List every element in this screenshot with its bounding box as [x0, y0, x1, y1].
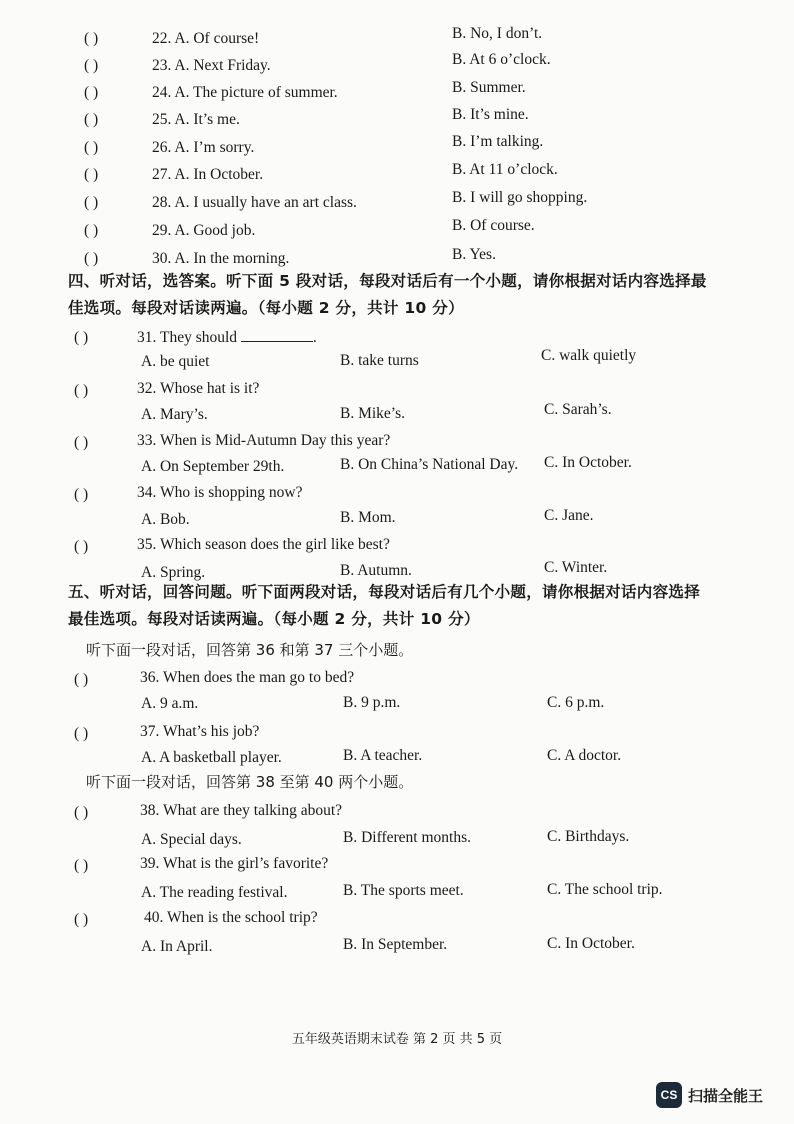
answer-paren: ( ) [74, 329, 89, 346]
scanner-watermark [656, 1082, 763, 1108]
answer-paren: ( ) [84, 222, 99, 239]
question-text: 31. They should . [137, 329, 317, 346]
option-b: B. The sports meet. [343, 882, 464, 899]
answer-paren: ( ) [84, 57, 99, 74]
section-5-heading-line2: 最佳选项。每段对话读两遍。（每小题 2 分，共计 10 分） [68, 610, 480, 628]
section-5-heading [68, 579, 730, 633]
section-4-heading-line1: 四、听对话，选答案。听下面 5 段对话，每段对话后有一个小题，请你根据对话内容选择最 [68, 272, 707, 290]
option-b: B. On China’s National Day. [340, 456, 519, 473]
question-text: 33. When is Mid-Autumn Day this year? [137, 432, 391, 449]
option-a: 26. A. I’m sorry. [152, 139, 255, 156]
option-c: C. Winter. [544, 559, 608, 576]
option-c: C. walk quietly [541, 347, 637, 364]
answer-paren: ( ) [74, 671, 89, 688]
answer-paren: ( ) [74, 857, 89, 874]
answer-paren: ( ) [74, 382, 89, 399]
watermark-label: 扫描全能王 [688, 1086, 764, 1105]
option-a: A. The reading festival. [141, 884, 288, 901]
option-b: B. At 11 o’clock. [452, 161, 558, 178]
question-text: 37. What’s his job? [140, 723, 260, 740]
question-text: 34. Who is shopping now? [137, 484, 303, 501]
question-text: 39. What is the girl’s favorite? [140, 855, 329, 872]
option-b: B. Mike’s. [340, 405, 406, 422]
option-a: 23. A. Next Friday. [152, 57, 271, 74]
question-text: 35. Which season does the girl like best? [137, 536, 390, 553]
answer-paren: ( ) [74, 911, 89, 928]
answer-paren: ( ) [84, 111, 99, 128]
option-b: B. 9 p.m. [343, 694, 401, 711]
option-b: B. No, I don’t. [452, 25, 543, 42]
option-a: A. Mary’s. [141, 406, 208, 423]
option-c: C. The school trip. [547, 881, 663, 898]
answer-paren: ( ) [84, 166, 99, 183]
section-5-heading-line1: 五、听对话，回答问题。听下面两段对话，每段对话后有几个小题，请你根据对话内容选择 [68, 583, 701, 601]
option-c: C. Jane. [544, 507, 594, 524]
dialogue-1-intro: 听下面一段对话，回答第 36 和第 37 三个小题。 [86, 641, 414, 659]
question-text: 36. When does the man go to bed? [140, 669, 355, 686]
question-text: 32. Whose hat is it? [137, 380, 260, 397]
option-b: B. It’s mine. [452, 106, 529, 123]
option-a: A. On September 29th. [141, 458, 285, 475]
dialogue-2-intro: 听下面一段对话，回答第 38 至第 40 两个小题。 [86, 773, 414, 791]
answer-paren: ( ) [74, 434, 89, 451]
answer-paren: ( ) [74, 538, 89, 555]
option-b: B. Autumn. [340, 562, 412, 579]
answer-paren: ( ) [84, 250, 99, 267]
option-a: 27. A. In October. [152, 166, 264, 183]
option-c: C. In October. [547, 935, 635, 952]
option-a: A. Special days. [141, 831, 242, 848]
camscanner-logo-icon: CS [656, 1082, 682, 1108]
option-c: C. In October. [544, 454, 632, 471]
option-b: B. I will go shopping. [452, 189, 588, 206]
option-c: C. 6 p.m. [547, 694, 605, 711]
question-text: 38. What are they talking about? [140, 802, 343, 819]
option-a: A. In April. [141, 938, 213, 955]
option-a: 30. A. In the morning. [152, 250, 290, 267]
option-a: 29. A. Good job. [152, 222, 256, 239]
option-b: B. At 6 o’clock. [452, 51, 551, 68]
option-b: B. take turns [340, 352, 419, 369]
option-b: B. Summer. [452, 79, 526, 96]
option-b: B. Mom. [340, 509, 396, 526]
answer-paren: ( ) [84, 30, 99, 47]
answer-paren: ( ) [74, 804, 89, 821]
option-c: C. Birthdays. [547, 828, 630, 845]
question-text: 40. When is the school trip? [144, 909, 318, 926]
option-a: A. Bob. [141, 511, 190, 528]
option-b: B. Different months. [343, 829, 472, 846]
answer-blank [241, 327, 313, 342]
answer-paren: ( ) [84, 84, 99, 101]
option-b: B. A teacher. [343, 747, 423, 764]
section-4-heading-line2: 佳选项。每段对话读两遍。（每小题 2 分，共计 10 分） [68, 299, 464, 317]
option-a: 28. A. I usually have an art class. [152, 194, 357, 211]
answer-paren: ( ) [74, 725, 89, 742]
option-b: B. I’m talking. [452, 133, 544, 150]
option-a: A. Spring. [141, 564, 206, 581]
section-4-heading [68, 268, 730, 322]
option-c: C. A doctor. [547, 747, 622, 764]
option-b: B. In September. [343, 936, 448, 953]
answer-paren: ( ) [74, 486, 89, 503]
option-a: 22. A. Of course! [152, 30, 260, 47]
option-a: A. be quiet [141, 353, 210, 370]
option-b: B. Yes. [452, 246, 496, 263]
option-a: A. 9 a.m. [141, 695, 199, 712]
answer-paren: ( ) [84, 139, 99, 156]
option-c: C. Sarah’s. [544, 401, 612, 418]
option-a: 24. A. The picture of summer. [152, 84, 338, 101]
answer-paren: ( ) [84, 194, 99, 211]
option-a: A. A basketball player. [141, 749, 282, 766]
option-a: 25. A. It’s me. [152, 111, 240, 128]
page-footer: 五年级英语期末试卷 第 2 页 共 5 页 [291, 1032, 503, 1047]
option-b: B. Of course. [452, 217, 535, 234]
